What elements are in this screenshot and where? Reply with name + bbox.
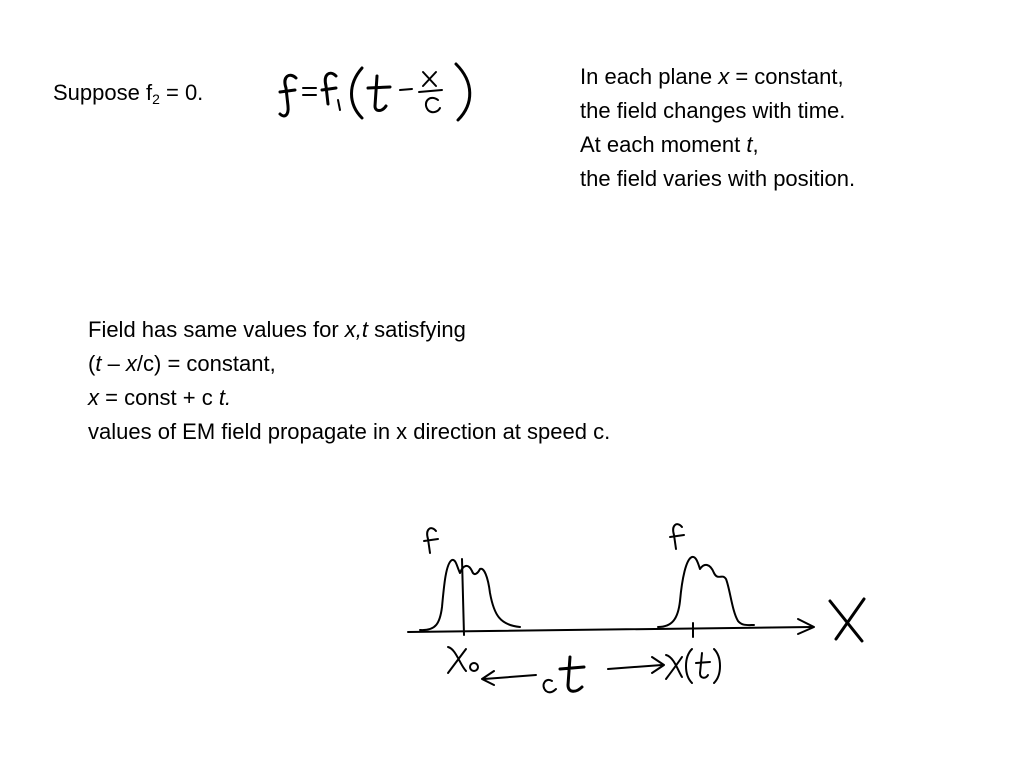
right-line-1-var: x [718, 64, 730, 89]
right-line-3-post: , [752, 132, 759, 157]
mid-line-2 [88, 347, 610, 381]
mid-line-3-t: t. [218, 385, 232, 410]
x-axis-line [408, 627, 812, 632]
mid-line-3 [88, 381, 610, 415]
mid-line-4: values of EM field propagate in x direction at speed c. [88, 419, 611, 444]
handwritten-formula [278, 58, 488, 124]
mid-line-3-mid: = const + c [99, 385, 219, 410]
mid-line-3-x: x [88, 385, 99, 410]
right-arrow [608, 657, 664, 673]
mid-line-2-post: /c) = constant, [136, 351, 276, 376]
suppose-statement [53, 76, 203, 110]
mid-line-2-x: x [125, 351, 137, 376]
mid-line-1-post: satisfying [368, 317, 466, 342]
mid-line-1 [88, 313, 610, 347]
x0-x-mark [448, 647, 466, 673]
pulse-1-f-mark [424, 528, 438, 553]
mid-line-1-pre: Field has same values for [88, 317, 345, 342]
middle-explanation [88, 313, 610, 449]
right-line-4: the field varies with position. [580, 166, 856, 191]
suppose-prefix: Suppose f [53, 80, 153, 105]
suppose-subscript: 2 [152, 91, 160, 107]
mid-line-2-open: ( [88, 351, 96, 376]
right-line-2: the field changes with time. [580, 98, 846, 123]
x0-o-mark [470, 663, 478, 671]
right-line-3 [580, 128, 855, 162]
pulse-1-curve [420, 560, 520, 630]
ct-c-mark [544, 680, 556, 692]
right-line-1 [580, 60, 855, 94]
xt-mark [666, 649, 720, 683]
mid-line-2-dash: – [101, 351, 126, 376]
right-line-1-pre: In each plane [580, 64, 719, 89]
pulse-1-marker [462, 559, 464, 635]
pulse-2-f-mark [670, 524, 684, 549]
right-line-3-pre: At each moment [580, 132, 747, 157]
mid-line-2-t: t [95, 351, 102, 376]
pulse-2-curve [658, 557, 754, 627]
suppose-suffix: = 0. [159, 80, 204, 105]
right-explanation [580, 60, 855, 196]
pulse-propagation-sketch [400, 515, 880, 700]
right-line-3-var: t [746, 132, 753, 157]
right-line-1-post: = constant, [729, 64, 844, 89]
left-arrow [482, 671, 536, 685]
mid-line-1-var: x,t [344, 317, 369, 342]
x-axis-letter [830, 599, 864, 641]
ct-t-mark [560, 657, 584, 691]
